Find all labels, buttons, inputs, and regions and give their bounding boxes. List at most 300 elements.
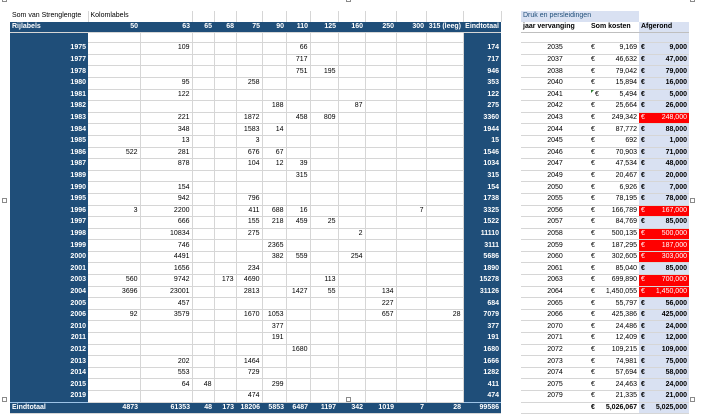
cost-value[interactable]: 70,903 [601,147,639,159]
pivot-cell[interactable] [214,217,236,229]
pivot-cell[interactable] [365,54,396,66]
rounded-value-highlighted[interactable]: 1,450,000 [651,286,689,298]
pivot-cell[interactable] [338,309,365,321]
rounded-value[interactable]: 47,000 [651,54,689,66]
row-total[interactable]: 191 [463,333,501,345]
pivot-cell[interactable] [192,321,214,333]
cost-value[interactable]: 46,632 [601,54,639,66]
pivot-cell[interactable] [140,170,192,182]
cost-year[interactable]: 2057 [521,217,589,229]
resize-handle-top-right[interactable] [690,0,695,2]
pivot-cell[interactable] [338,333,365,345]
pivot-cell[interactable]: 92 [88,309,140,321]
column-header[interactable]: 65 [192,22,214,33]
pivot-cell[interactable] [426,112,463,124]
row-year-label[interactable]: 2013 [10,356,88,368]
rounded-value[interactable]: 75,000 [651,356,689,368]
pivot-cell[interactable] [426,275,463,287]
row-total[interactable]: 377 [463,321,501,333]
resize-handle-top-center[interactable] [346,0,351,2]
pivot-cell[interactable]: 109 [140,43,192,55]
value-field-label[interactable]: Som van Strenglengte [10,11,88,22]
pivot-cell[interactable] [396,89,426,101]
row-total[interactable]: 15278 [463,275,501,287]
pivot-cell[interactable] [338,275,365,287]
cost-table-title[interactable]: Druk en persleidingen [521,11,639,22]
row-total[interactable]: 1546 [463,147,501,159]
pivot-cell[interactable]: 3696 [88,286,140,298]
pivot-cell[interactable] [310,344,338,356]
pivot-cell[interactable] [192,170,214,182]
pivot-cell[interactable] [286,263,310,275]
pivot-cell[interactable] [214,333,236,345]
pivot-cell[interactable] [310,124,338,136]
cost-year[interactable]: 2060 [521,251,589,263]
pivot-cell[interactable] [396,193,426,205]
pivot-cell[interactable]: 560 [88,275,140,287]
pivot-cell[interactable] [338,205,365,217]
column-header[interactable]: 160 [338,22,365,33]
pivot-cell[interactable]: 66 [286,43,310,55]
pivot-cell[interactable] [310,309,338,321]
pivot-cell[interactable] [192,263,214,275]
grand-total-cell[interactable]: 18206 [236,402,262,414]
rounded-value[interactable]: 20,000 [651,170,689,182]
pivot-cell[interactable] [140,321,192,333]
pivot-cell[interactable]: 28 [426,309,463,321]
pivot-cell[interactable] [192,286,214,298]
cost-value[interactable]: 109,215 [601,344,639,356]
row-total[interactable]: 31126 [463,286,501,298]
pivot-cell[interactable] [214,147,236,159]
column-header[interactable]: 250 [365,22,396,33]
pivot-cell[interactable] [236,321,262,333]
pivot-cell[interactable] [192,124,214,136]
pivot-cell[interactable] [214,240,236,252]
row-year-label[interactable]: 2019 [10,391,88,403]
row-total[interactable]: 1680 [463,344,501,356]
pivot-cell[interactable] [338,43,365,55]
pivot-cell[interactable] [192,159,214,171]
pivot-cell[interactable]: 657 [365,309,396,321]
pivot-cell[interactable] [214,367,236,379]
pivot-cell[interactable]: 2 [338,228,365,240]
pivot-cell[interactable] [338,391,365,403]
pivot-cell[interactable] [192,228,214,240]
pivot-cell[interactable] [236,170,262,182]
header-rounded[interactable]: Afgerond [639,22,689,33]
rounded-value-highlighted[interactable]: 187,000 [651,240,689,252]
pivot-cell[interactable] [396,135,426,147]
row-year-label[interactable]: 1996 [10,205,88,217]
grand-total-cell[interactable]: 173 [214,402,236,414]
pivot-cell[interactable] [365,333,396,345]
pivot-cell[interactable]: 1427 [286,286,310,298]
pivot-cell[interactable] [426,298,463,310]
row-total[interactable]: 474 [463,391,501,403]
pivot-cell[interactable] [310,159,338,171]
pivot-cell[interactable] [310,240,338,252]
cost-value[interactable]: 84,769 [601,217,639,229]
pivot-cell[interactable] [262,112,286,124]
column-header[interactable]: 50 [88,22,140,33]
pivot-cell[interactable] [426,159,463,171]
pivot-cell[interactable] [310,379,338,391]
pivot-cell[interactable] [396,159,426,171]
pivot-cell[interactable]: 39 [286,159,310,171]
pivot-cell[interactable] [236,89,262,101]
row-year-label[interactable]: 2003 [10,275,88,287]
pivot-cell[interactable] [338,66,365,78]
pivot-cell[interactable]: 348 [140,124,192,136]
pivot-cell[interactable] [262,170,286,182]
row-year-label[interactable]: 2000 [10,251,88,263]
row-total[interactable]: 5686 [463,251,501,263]
cost-value[interactable]: 5,494 [601,89,639,101]
pivot-cell[interactable]: 154 [140,182,192,194]
rounded-value[interactable]: 425,000 [651,309,689,321]
pivot-cell[interactable]: 377 [262,321,286,333]
pivot-cell[interactable] [262,275,286,287]
pivot-cell[interactable] [426,391,463,403]
pivot-cell[interactable] [262,298,286,310]
row-total[interactable]: 684 [463,298,501,310]
pivot-cell[interactable] [396,286,426,298]
pivot-cell[interactable] [365,43,396,55]
pivot-cell[interactable] [310,77,338,89]
pivot-cell[interactable] [214,356,236,368]
cost-year[interactable]: 2038 [521,66,589,78]
pivot-cell[interactable]: 134 [365,286,396,298]
pivot-cell[interactable] [262,286,286,298]
pivot-cell[interactable] [426,66,463,78]
pivot-cell[interactable] [140,333,192,345]
pivot-cell[interactable] [310,333,338,345]
cost-value[interactable]: 87,772 [601,124,639,136]
pivot-cell[interactable] [396,228,426,240]
pivot-cell[interactable] [214,182,236,194]
grand-total-cell[interactable]: 342 [338,402,365,414]
pivot-cell[interactable] [426,367,463,379]
pivot-cell[interactable]: 23001 [140,286,192,298]
pivot-cell[interactable]: 1464 [236,356,262,368]
row-total[interactable]: 174 [463,43,501,55]
pivot-cell[interactable] [426,43,463,55]
pivot-cell[interactable]: 4690 [236,275,262,287]
pivot-cell[interactable]: 688 [262,205,286,217]
pivot-cell[interactable] [192,89,214,101]
row-total[interactable]: 1522 [463,217,501,229]
cost-year[interactable]: 2041 [521,89,589,101]
pivot-cell[interactable] [396,124,426,136]
pivot-cell[interactable] [286,356,310,368]
column-header[interactable]: 125 [310,22,338,33]
pivot-cell[interactable] [88,124,140,136]
pivot-cell[interactable] [338,135,365,147]
pivot-cell[interactable]: 195 [310,66,338,78]
cost-year[interactable]: 2055 [521,193,589,205]
grand-total-cell[interactable]: 6487 [286,402,310,414]
pivot-cell[interactable]: 104 [236,159,262,171]
grand-total-label[interactable]: Eindtotaal [10,402,88,414]
resize-handle-bottom-right[interactable] [690,397,695,402]
pivot-cell[interactable] [286,89,310,101]
pivot-cell[interactable] [192,344,214,356]
pivot-cell[interactable]: 3 [88,205,140,217]
pivot-cell[interactable] [236,333,262,345]
pivot-cell[interactable] [88,251,140,263]
pivot-cell[interactable]: 202 [140,356,192,368]
column-header[interactable]: 300 [396,22,426,33]
pivot-cell[interactable]: 14 [262,124,286,136]
pivot-cell[interactable] [286,367,310,379]
row-year-label[interactable]: 2014 [10,367,88,379]
rounded-value[interactable]: 58,000 [651,367,689,379]
grand-total-cell[interactable]: 5853 [262,402,286,414]
pivot-cell[interactable] [426,182,463,194]
cost-year[interactable]: 2044 [521,124,589,136]
row-year-label[interactable]: 1977 [10,54,88,66]
pivot-cell[interactable] [338,367,365,379]
pivot-cell[interactable]: 1670 [236,309,262,321]
cost-year[interactable]: 2045 [521,135,589,147]
pivot-cell[interactable] [365,193,396,205]
pivot-cell[interactable] [426,333,463,345]
row-year-label[interactable]: 2001 [10,263,88,275]
pivot-cell[interactable] [338,170,365,182]
pivot-cell[interactable]: 411 [236,205,262,217]
pivot-cell[interactable] [88,77,140,89]
pivot-cell[interactable]: 459 [286,217,310,229]
pivot-cell[interactable] [310,251,338,263]
pivot-cell[interactable] [214,54,236,66]
pivot-cell[interactable]: 1680 [286,344,310,356]
pivot-cell[interactable] [192,147,214,159]
cost-year[interactable]: 2061 [521,263,589,275]
row-year-label[interactable]: 1984 [10,124,88,136]
pivot-cell[interactable] [396,77,426,89]
resize-handle-top-left[interactable] [2,0,7,2]
pivot-cell[interactable]: 13 [140,135,192,147]
row-year-label[interactable]: 1998 [10,228,88,240]
cost-value[interactable]: 1,450,055 [601,286,639,298]
pivot-cell[interactable] [192,240,214,252]
pivot-cell[interactable] [140,54,192,66]
pivot-cell[interactable] [88,263,140,275]
pivot-cell[interactable] [365,101,396,113]
rounded-value-highlighted[interactable]: 167,000 [651,205,689,217]
cost-value[interactable]: 425,386 [601,309,639,321]
pivot-cell[interactable] [310,147,338,159]
rounded-value[interactable]: 85,000 [651,217,689,229]
pivot-cell[interactable] [286,298,310,310]
cost-year[interactable]: 2073 [521,356,589,368]
pivot-cell[interactable] [88,54,140,66]
pivot-cell[interactable] [192,135,214,147]
pivot-cell[interactable]: 275 [236,228,262,240]
pivot-cell[interactable] [192,356,214,368]
pivot-cell[interactable] [338,77,365,89]
pivot-cell[interactable] [310,367,338,379]
pivot-cell[interactable] [286,182,310,194]
pivot-cell[interactable] [192,275,214,287]
cost-value[interactable]: 692 [601,135,639,147]
pivot-cell[interactable] [310,356,338,368]
row-total[interactable]: 946 [463,66,501,78]
pivot-cell[interactable] [88,228,140,240]
row-total[interactable]: 1034 [463,159,501,171]
pivot-cell[interactable] [192,309,214,321]
pivot-cell[interactable] [262,77,286,89]
row-total[interactable]: 353 [463,77,501,89]
pivot-cell[interactable] [396,251,426,263]
pivot-cell[interactable] [286,228,310,240]
row-year-label[interactable]: 1980 [10,77,88,89]
row-year-label[interactable]: 2011 [10,333,88,345]
pivot-cell[interactable]: 95 [140,77,192,89]
pivot-cell[interactable] [426,54,463,66]
pivot-cell[interactable] [214,298,236,310]
pivot-cell[interactable] [214,89,236,101]
pivot-cell[interactable] [286,309,310,321]
cost-value[interactable]: 500,135 [601,228,639,240]
pivot-cell[interactable] [310,228,338,240]
pivot-cell[interactable]: 113 [310,275,338,287]
pivot-cell[interactable] [365,228,396,240]
pivot-cell[interactable] [286,240,310,252]
pivot-cell[interactable]: 2200 [140,205,192,217]
pivot-cell[interactable] [310,135,338,147]
row-year-label[interactable]: 1989 [10,170,88,182]
pivot-cell[interactable] [426,263,463,275]
pivot-cell[interactable]: 474 [236,391,262,403]
pivot-cell[interactable] [214,43,236,55]
pivot-cell[interactable] [396,367,426,379]
pivot-cell[interactable]: 729 [236,367,262,379]
row-total[interactable]: 1890 [463,263,501,275]
cost-year[interactable]: 2064 [521,286,589,298]
row-year-label[interactable]: 1986 [10,147,88,159]
pivot-cell[interactable] [426,135,463,147]
pivot-cell[interactable] [192,217,214,229]
rounded-value-highlighted[interactable]: 303,000 [651,251,689,263]
pivot-cell[interactable] [88,112,140,124]
cost-value[interactable]: 55,797 [601,298,639,310]
pivot-cell[interactable]: 796 [236,193,262,205]
pivot-cell[interactable] [396,112,426,124]
pivot-cell[interactable] [396,298,426,310]
pivot-cell[interactable] [214,124,236,136]
pivot-cell[interactable] [140,344,192,356]
rounded-value[interactable]: 21,000 [651,391,689,403]
pivot-cell[interactable]: 666 [140,217,192,229]
pivot-cell[interactable] [140,391,192,403]
cost-year[interactable]: 2042 [521,101,589,113]
grand-total-cell[interactable]: 28 [426,402,463,414]
pivot-cell[interactable] [262,356,286,368]
grand-total-cell[interactable]: 48 [192,402,214,414]
pivot-cell[interactable] [426,286,463,298]
resize-handle-middle-right[interactable] [690,198,695,203]
row-total[interactable]: 3325 [463,205,501,217]
pivot-cell[interactable]: 382 [262,251,286,263]
cost-year[interactable]: 2037 [521,54,589,66]
rounded-value[interactable]: 16,000 [651,77,689,89]
pivot-cell[interactable] [396,356,426,368]
pivot-cell[interactable] [192,77,214,89]
pivot-cell[interactable]: 1656 [140,263,192,275]
rounded-value-highlighted[interactable]: 248,000 [651,112,689,124]
pivot-cell[interactable] [236,54,262,66]
pivot-cell[interactable] [88,159,140,171]
pivot-cell[interactable] [426,228,463,240]
total-cost[interactable]: 5,026,067 [601,402,639,414]
row-total[interactable]: 122 [463,89,501,101]
pivot-cell[interactable] [286,147,310,159]
rounded-value[interactable]: 5,000 [651,89,689,101]
pivot-cell[interactable] [214,391,236,403]
pivot-cell[interactable] [286,321,310,333]
pivot-cell[interactable] [338,286,365,298]
pivot-cell[interactable] [214,159,236,171]
pivot-cell[interactable] [365,66,396,78]
pivot-cell[interactable] [310,43,338,55]
pivot-cell[interactable] [286,391,310,403]
pivot-cell[interactable] [310,89,338,101]
pivot-cell[interactable] [214,112,236,124]
rounded-value[interactable]: 88,000 [651,124,689,136]
pivot-cell[interactable] [396,391,426,403]
cost-table[interactable] [521,11,689,414]
pivot-cell[interactable] [310,54,338,66]
rounded-value-highlighted[interactable]: 700,000 [651,275,689,287]
cost-year[interactable]: 2065 [521,298,589,310]
row-total[interactable]: 411 [463,379,501,391]
pivot-cell[interactable] [192,54,214,66]
pivot-cell[interactable] [426,379,463,391]
row-total[interactable]: 15 [463,135,501,147]
row-year-label[interactable]: 2004 [10,286,88,298]
cost-year[interactable]: 2063 [521,275,589,287]
pivot-cell[interactable]: 809 [310,112,338,124]
pivot-cell[interactable] [236,182,262,194]
pivot-cell[interactable] [310,193,338,205]
pivot-cell[interactable] [286,101,310,113]
pivot-cell[interactable] [214,263,236,275]
pivot-cell[interactable] [365,379,396,391]
pivot-cell[interactable] [365,344,396,356]
rounded-value[interactable]: 9,000 [651,43,689,55]
row-field-label[interactable]: Rijlabels [10,22,88,33]
pivot-cell[interactable] [426,89,463,101]
row-total[interactable]: 1282 [463,367,501,379]
pivot-cell[interactable] [192,298,214,310]
pivot-cell[interactable] [236,66,262,78]
pivot-cell[interactable] [426,124,463,136]
pivot-cell[interactable] [214,286,236,298]
pivot-cell[interactable] [338,344,365,356]
pivot-cell[interactable] [338,356,365,368]
cost-value[interactable]: 74,981 [601,356,639,368]
pivot-cell[interactable] [214,135,236,147]
pivot-cell[interactable]: 281 [140,147,192,159]
cost-value[interactable]: 20,467 [601,170,639,182]
pivot-cell[interactable] [396,344,426,356]
pivot-cell[interactable] [426,344,463,356]
pivot-cell[interactable] [140,101,192,113]
pivot-cell[interactable]: 9742 [140,275,192,287]
pivot-cell[interactable]: 942 [140,193,192,205]
